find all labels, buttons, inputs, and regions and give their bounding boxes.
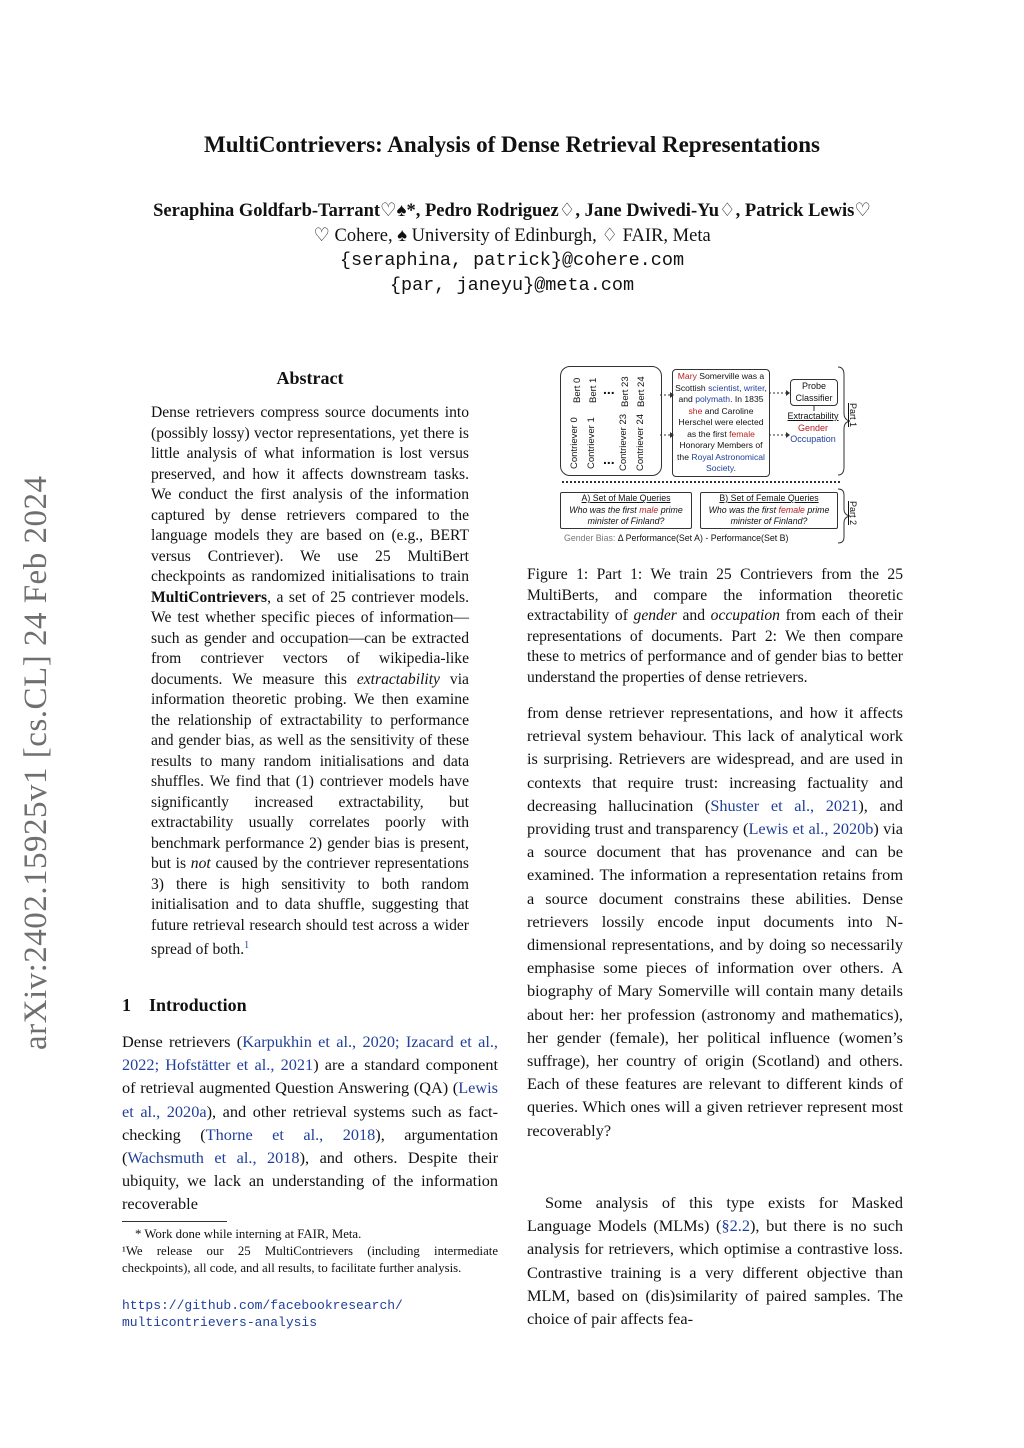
figure-1-caption: Figure 1: Part 1: We train 25 Contrievers from the 25 MultiBerts, and compare the information theoretic extractability of gender and occupation from each of their representations of documents. Part 2: We then compare these to metrics of performance and of gender bias to better understand the properties of dense retrievers.: [527, 566, 903, 686]
contriever-24-label: Contriever 24: [635, 413, 646, 471]
paper-title: MultiContrievers: Analysis of Dense Retrieval Representations: [203, 132, 820, 157]
gender-label: Gender: [797, 422, 829, 433]
citation-shuster[interactable]: Shuster et al., 2021: [710, 795, 859, 815]
extractability-label: Extractability: [787, 411, 839, 421]
bert-23-label: Bert 23: [620, 376, 631, 407]
footnote-1-marker[interactable]: 1: [244, 940, 250, 951]
male-queries-box: A) Set of Male Queries Who was the first male prime minister of Finland?: [560, 492, 692, 529]
part-1-label: Part 1: [848, 403, 858, 428]
arxiv-identifier: arXiv:2402.15925v1 [cs.CL] 24 Feb 2024: [18, 475, 54, 1050]
right-column-paragraph-1: from dense retriever representations, and how it affects retrieval system behaviour. This lack of analytical work is surprising. Retrievers are widespread, and are used in contexts that require trust: increasing factuality and decreasing hallucination (Shuster et al., 2021), and providing trust and transparency (Lewis et al., 2020b) via a source document that has provenance and can be examined. The information a representation retains from a source document constrains these abilities. Dense retrievers lossily encode input documents into N-dimensional representations, and by doing so necessarily emphasise some pieces of information over others. A biography of Mary Somerville will contain many details about her: her profession (astronomy and mathematics), her gender (female), her political influence (women’s suffrage), her country of origin (Scotland) and others. Each of these features are relevant to different kinds of queries. Which ones will a given retriever represent most recoverably?: [527, 703, 903, 1140]
footnote-1: ¹We release our 25 MultiContrievers (including intermediate checkpoints), all code, and all results, to facilitate further analysis.: [122, 1244, 498, 1275]
gender-bias-formula: Gender Bias: Δ Performance(Set A) - Performance(Set B): [564, 533, 789, 543]
bert-ellipsis: ...: [603, 381, 615, 397]
citation-karpukhin[interactable]: Karpukhin et al., 2020; Izacard et al., 2022; Hofstätter et al., 2021: [122, 1032, 499, 1075]
contriever-0-label: Contriever 0: [569, 417, 580, 469]
bert-1-label: Bert 1: [588, 377, 599, 403]
contriever-1-label: Contriever 1: [586, 417, 597, 469]
contriever-23-label: Contriever 23: [618, 413, 629, 471]
figure-1: [558, 363, 878, 553]
contriever-ellipsis: ...: [603, 451, 615, 467]
citation-thorne[interactable]: Thorne et al., 2018: [205, 1124, 376, 1144]
part-separator: [562, 481, 840, 483]
bert-0-label: Bert 0: [572, 377, 583, 403]
email-meta: {par, janeyu}@meta.com: [389, 275, 635, 296]
citation-wachsmuth[interactable]: Wachsmuth et al., 2018: [127, 1148, 300, 1168]
affiliations: ♡ Cohere, ♠ University of Edinburgh, ♢ FAIR, Meta: [313, 226, 711, 246]
introduction-paragraph: Dense retrievers (Karpukhin et al., 2020; Izacard et al., 2022; Hofstätter et al., 2021) are a standard component of retrieval augmented Question Answering (QA) (Lewis et al., 2020a), and other retrieval systems such as fact-checking (Thorne et al., 2018), argumentation (Wachsmuth et al., 2018), and others. Despite their ubiquity, we lack an understanding of the information recoverable: [122, 1032, 499, 1214]
part-2-label: Part 2: [848, 501, 858, 526]
footnote-rule: [122, 1221, 227, 1222]
section-heading-introduction: 1 Introduction: [122, 995, 247, 1015]
section-ref-2-2[interactable]: §2.2: [721, 1216, 750, 1236]
bert-24-label: Bert 24: [636, 376, 647, 407]
document-box: Mary Somerville was a Scottish scientist, writer, and polymath. In 1835 she and Caroline Herschel were elected as the first female Honorary Members of the Royal Astronomical Society.: [672, 369, 770, 477]
citation-lewis-2020a[interactable]: Lewis et al., 2020a: [122, 1078, 498, 1121]
author-list: Seraphina Goldfarb-Tarrant♡♠*, Pedro Rodriguez♢, Jane Dwivedi-Yu♢, Patrick Lewis♡: [153, 201, 871, 221]
footnote-url-line1[interactable]: https://github.com/facebookresearch/: [122, 1298, 403, 1313]
abstract-body: Dense retrievers compress source documents into (possibly lossy) vector representations, yet there is little analysis of what information is lost versus preserved, and how it affects downstream tasks. We conduct the first analysis of the information captured by dense retrievers compared to the language models they are based on (e.g., BERT versus Contriever). We use 25 MultiBert checkpoints as randomized initialisations to train MultiContrievers, a set of 25 contriever models. We test whether specific pieces of information—such as gender and occupation—can be extracted from contriever vectors of wikipedia-like documents. We measure this extractability via information theoretic probing. We then examine the relationship of extractability to performance and gender bias, as well as the sensitivity of these results to many random initialisations and data shuffles. We find that (1) contriever models have significantly increased extractability, but extractability usually correlates poorly with benchmark performance 2) gender bias is present, but is not caused by the contriever representations 3) there is high sensitivity to both random initialisation and to data shuffle, suggesting that future retrieval research should test across a wider spread of both.$^1$: [151, 404, 469, 959]
probe-classifier-box: Probe Classifier: [790, 379, 838, 406]
occupation-label: Occupation: [790, 434, 836, 444]
email-cohere: {seraphina, patrick}@cohere.com: [339, 250, 685, 271]
footnote-url-line2[interactable]: multicontrievers-analysis: [122, 1315, 318, 1330]
footnote-star: * Work done while interning at FAIR, Meta.: [135, 1227, 362, 1241]
abstract-heading: Abstract: [276, 368, 344, 388]
female-queries-box: B) Set of Female Queries Who was the first female prime minister of Finland?: [700, 492, 838, 529]
citation-lewis-2020b[interactable]: Lewis et al., 2020b: [748, 819, 874, 839]
right-column-paragraph-2: Some analysis of this type exists for Masked Language Models (MLMs) (§2.2), but there is no such analysis for retrievers, which optimise a contrastive loss. Contrastive training is a very different objective than MLM, based on (dis)similarity of paired samples. The choice of pair affects fea-: [527, 1193, 904, 1329]
